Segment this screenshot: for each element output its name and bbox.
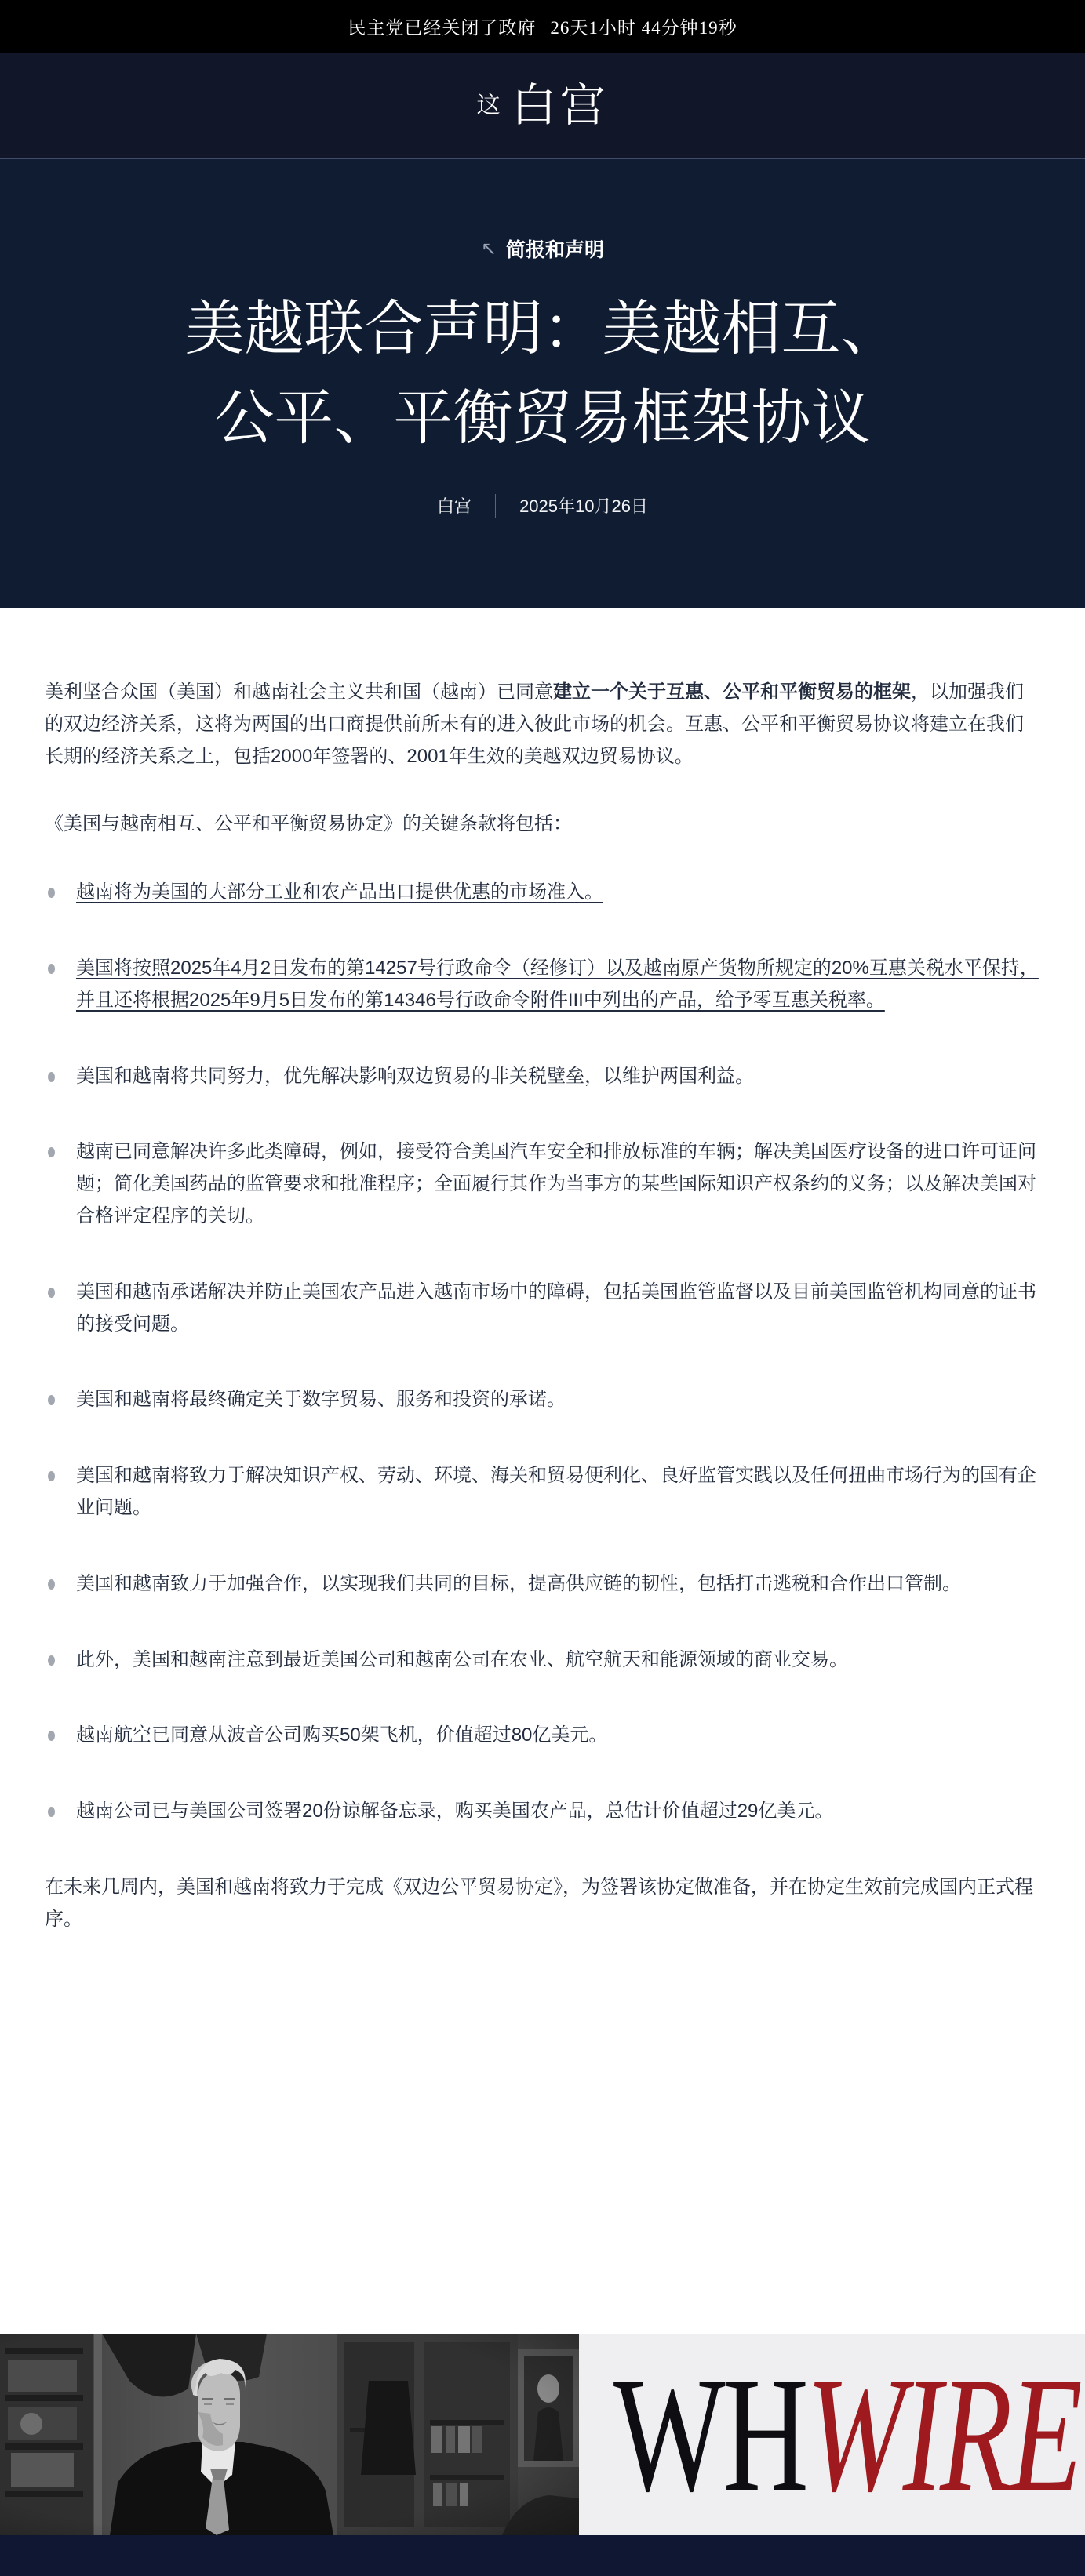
key-term-item: 美国和越南致力于加强合作，以实现我们共同的目标，提高供应链的韧性，包括打击逃税和合作出口管制。	[45, 1568, 1040, 1600]
intro-paragraph	[45, 677, 1040, 772]
intro-paragraph-pre: 美利坚合众国（美国）和越南社会主义共和国（越南）已同意	[45, 681, 553, 703]
key-term-item: 越南公司已与美国公司签署20份谅解备忘录，购买美国农产品，总估计价值超过29亿美元。	[45, 1796, 1040, 1828]
key-term-item: 美国和越南承诺解决并防止美国农产品进入越南市场中的障碍，包括美国监管监督以及目前美国监管机构同意的证书的接受问题。	[45, 1277, 1040, 1341]
byline-date: 2025年10月26日	[519, 496, 648, 516]
closing-paragraph: 在未来几周内，美国和越南将致力于完成《双边公平贸易协定》，为签署该协定做准备，并在协定生效前完成国内正式程序。	[45, 1876, 1033, 1930]
footer-band	[0, 2535, 1085, 2576]
logo-prefix-text: 这	[476, 92, 501, 118]
intro-paragraph-bold: 建立一个关于互惠、公平和平衡贸易的框架	[553, 681, 911, 703]
key-term-link[interactable]: 美国将按照2025年4月2日发布的第14257号行政命令（经修订）以及越南原产货物所规定的20%互惠关税水平保持，并且还将根据2025年9月5日发布的第14346号行政命令附件III中列出的产品，给予零互惠关税率。	[76, 957, 1039, 1011]
key-term-item: 越南已同意解决许多此类障碍，例如，接受符合美国汽车安全和排放标准的车辆；解决美国医疗设备的进口许可证问题；简化美国药品的监管要求和批准程序；全面履行其作为当事方的某些国际知识产权条约的义务；以及解决美国对合格评定程序的关切。	[45, 1136, 1040, 1232]
trump-oval-office-photo	[0, 2334, 579, 2535]
byline-source: 白宫	[437, 496, 472, 516]
wh-wire-panel	[579, 2334, 1085, 2535]
wh-wire-strip	[0, 2334, 1085, 2535]
breadcrumb-label: 简报和声明	[506, 239, 605, 261]
white-house-logo-link[interactable]	[476, 79, 609, 131]
key-term-link[interactable]: 越南将为美国的大部分工业和农产品出口提供优惠的市场准入。	[76, 881, 603, 903]
briefings-statements-breadcrumb-link[interactable]	[481, 234, 604, 263]
key-terms-list	[45, 877, 1040, 1828]
page-title-line1: 美越联合声明：美越相互、	[184, 296, 901, 362]
key-term-item: 美国和越南将最终确定关于数字贸易、服务和投资的承诺。	[45, 1384, 1040, 1416]
key-term-item	[45, 953, 1040, 1017]
shutdown-banner	[0, 0, 1085, 53]
key-term-item: 美国和越南将共同努力，优先解决影响双边贸易的非关税壁垒，以维护两国利益。	[45, 1061, 1040, 1093]
wh-wire-logo-wh: WH	[613, 2343, 806, 2526]
page-title-line2: 公平、平衡贸易框架协议	[214, 386, 871, 452]
byline	[0, 493, 1085, 518]
key-terms-intro-paragraph: 《美国与越南相互、公平和平衡贸易协定》的关键条款将包括：	[45, 813, 572, 835]
key-term-item: 美国和越南将致力于解决知识产权、劳动、环境、海关和贸易便利化、良好监管实践以及任何扭曲市场行为的国有企业问题。	[45, 1460, 1040, 1524]
article-body	[0, 608, 1085, 2334]
key-term-item	[45, 877, 1040, 909]
arrow-up-left-icon: ↖	[480, 238, 497, 260]
intro-paragraph-post: ，以加强我们的双边经济关系，这将为两国的出口商提供前所未有的进入彼此市场的机会。互惠、公平和平衡贸易协议将建立在我们长期的经济关系之上，包括2000年签署的、2001年生效的美越双边贸易协议。	[45, 681, 1024, 767]
byline-divider	[495, 494, 496, 518]
article-hero	[0, 158, 1085, 608]
shutdown-countdown-timer: 26天1小时 44分钟19秒	[550, 18, 737, 38]
key-term-item: 越南航空已同意从波音公司购买50架飞机，价值超过80亿美元。	[45, 1720, 1040, 1752]
logo-main-text: 白宫	[511, 79, 609, 131]
key-term-item: 此外，美国和越南注意到最近美国公司和越南公司在农业、航空航天和能源领域的商业交易。	[45, 1644, 1040, 1677]
site-header	[0, 53, 1085, 158]
wh-wire-logo	[613, 2343, 1080, 2526]
shutdown-banner-label: 民主党已经关闭了政府	[348, 18, 537, 38]
page-title	[0, 285, 1085, 463]
wh-wire-logo-wire: WIRE	[806, 2343, 1080, 2526]
